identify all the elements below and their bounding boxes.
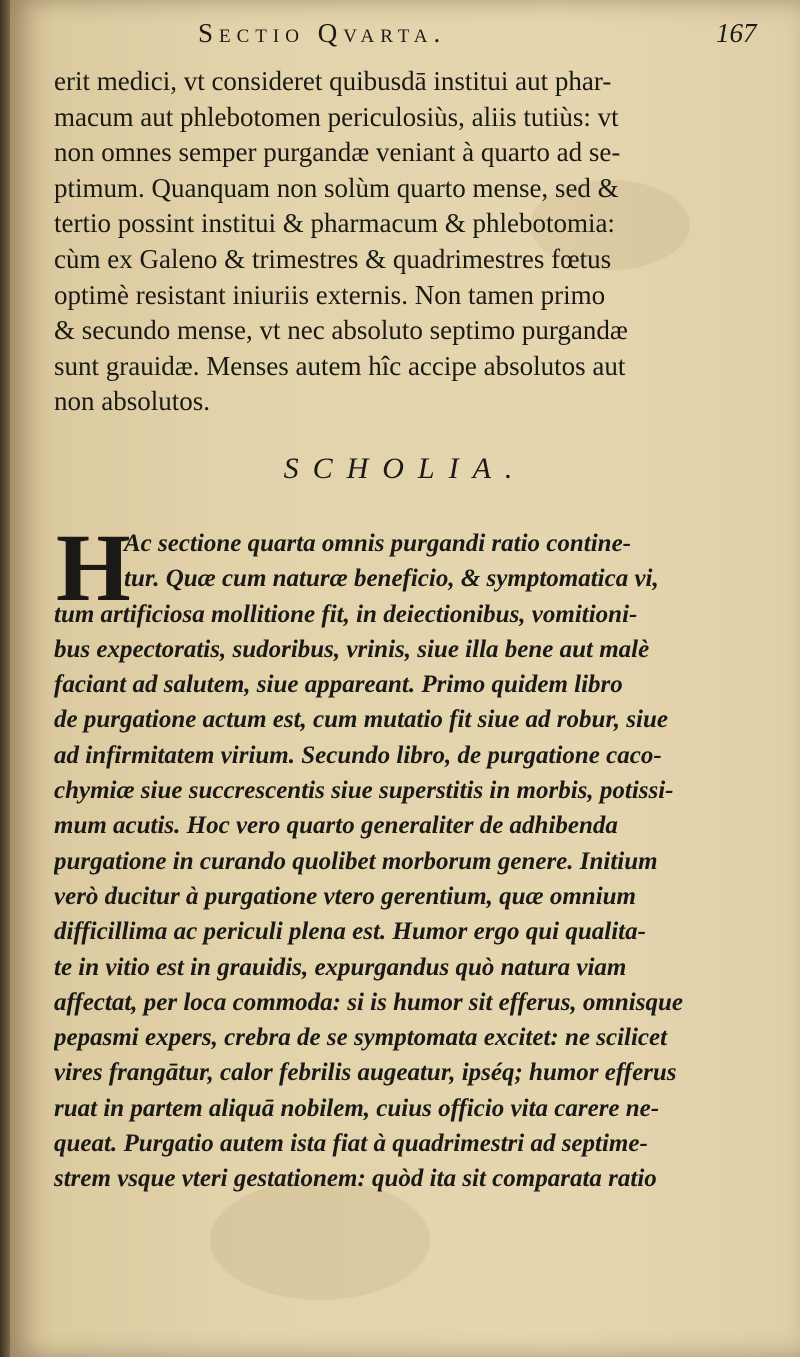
text-line: affectat, per loca commoda: si is humor sit efferus, omnisque bbox=[54, 988, 683, 1016]
text-line: cùm ex Galeno & trimestres & quadrimestres fœtus bbox=[54, 243, 612, 274]
drop-cap: H bbox=[56, 514, 131, 621]
text-line: & secundo mense, vt nec absoluto septimo purgandæ bbox=[54, 315, 628, 346]
text-line: sunt grauidæ. Menses autem hîc accipe absolutos aut bbox=[54, 350, 626, 381]
text-line: non absolutos. bbox=[54, 386, 211, 417]
text-line: tum artificiosa mollitione fit, in deiectionibus, vomitioni- bbox=[54, 600, 638, 628]
text-line: ruat in partem aliquā nobilem, cuius officio vita carere ne- bbox=[54, 1094, 660, 1122]
book-gutter bbox=[0, 0, 10, 1357]
text-line: chymiæ siue succrescentis siue superstitis in morbis, potissi- bbox=[54, 777, 674, 805]
text-line: te in vitio est in grauidis, expurgandus quò natura viam bbox=[54, 953, 627, 981]
text-line: strem vsque vteri gestationem: quòd ita sit comparata ratio bbox=[54, 1165, 657, 1193]
running-head: Sectio Qvarta. bbox=[198, 18, 447, 48]
book-page bbox=[10, 0, 800, 1357]
text-line: macum aut phlebotomen periculosiùs, aliis tutiùs: vt bbox=[54, 101, 619, 132]
text-line: ptimum. Quanquam non solùm quarto mense, sed & bbox=[54, 172, 619, 203]
text-line: verò ducitur à purgatione vtero gerentium, quæ omnium bbox=[54, 882, 637, 910]
text-line: tur. Quæ cum naturæ beneficio, & symptomatica vi, bbox=[124, 565, 659, 593]
text-line: pepasmi expers, crebra de se symptomata excitet: ne scilicet bbox=[54, 1024, 668, 1052]
main-text bbox=[54, 64, 774, 420]
text-line: mum acutis. Hoc vero quarto generaliter de adhibenda bbox=[54, 812, 618, 840]
text-line: non omnes semper purgandæ veniant à quarto ad se- bbox=[54, 137, 621, 168]
text-line: purgatione in curando quolibet morborum genere. Initium bbox=[54, 847, 658, 875]
text-line: erit medici, vt consideret quibusdā institui aut phar- bbox=[54, 66, 612, 96]
text-line: vires frangātur, calor febrilis augeatur, ipséq; humor efferus bbox=[54, 1059, 677, 1087]
text-line: bus expectoratis, sudoribus, vrinis, siue illa bene aut malè bbox=[54, 635, 650, 663]
text-line: difficillima ac periculi plena est. Humor ergo qui qualita- bbox=[54, 918, 646, 946]
text-line: queat. Purgatio autem ista fiat à quadrimestri ad septime- bbox=[54, 1130, 648, 1158]
text-line: Ac sectione quarta omnis purgandi ratio contine- bbox=[124, 530, 632, 557]
scholia-text bbox=[54, 514, 774, 1197]
text-line: tertio possint institui & pharmacum & phlebotomia: bbox=[54, 208, 615, 239]
section-heading: SCHOLIA. bbox=[283, 452, 527, 485]
text-line: optimè resistant iniuriis externis. Non tamen primo bbox=[54, 279, 606, 310]
page-number: 167 bbox=[716, 18, 757, 48]
text-line: faciant ad salutem, siue appareant. Primo quidem libro bbox=[54, 671, 623, 699]
text-line: ad infirmitatem virium. Secundo libro, de purgatione caco- bbox=[54, 741, 662, 769]
page-header bbox=[10, 14, 800, 54]
text-line: de purgatione actum est, cum mutatio fit siue ad robur, siue bbox=[54, 706, 668, 734]
paper-stain bbox=[210, 1180, 430, 1300]
